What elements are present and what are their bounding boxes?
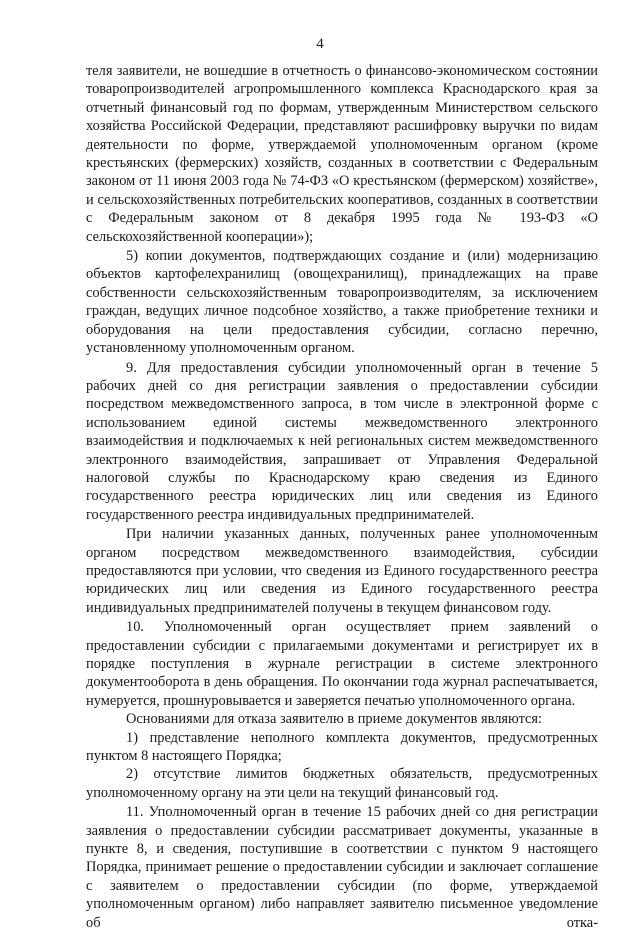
paragraph-item-5: 5) копии документов, подтверждающих создание и (или) модернизацию объектов картофелехранилищ (овощехранилищ), принадлежащих на праве собственности сельскохозяйственным товаропроизводителям, за исключением граждан, ведущих личное подсобное хозяйство, а также приобретение техники и оборудования на цели предоставления субсидии, согласно перечню, установленному уполномоченным органом. [86, 248, 598, 357]
paragraph-clause-9: 9. Для предоставления субсидии уполномоченный орган в течение 5 рабочих дней со дня регистрации заявления о предоставлении субсидии посредством межведомственного запроса, в том числе в электронной форме с использованием единой системы межведомственного электронного взаимодействия и подключаемых к ней региональных систем межведомственного электронного взаимодействия, запрашивает от Управления Федеральной налоговой службы по Краснодарскому краю сведения из Единого государственного реестра юридических лиц или сведения из Единого государственного реестра индивидуальных предпринимателей. [86, 359, 598, 523]
paragraph-clause-11: 11. Уполномоченный орган в течение 15 рабочих дней со дня регистрации заявления о предоставлении субсидии рассматривает документы, указанные в пункте 8, и сведения, поступившие в соответствии с пунктом 9 настоящего Порядка, принимает решение о предоставлении субсидии и заключает соглашение с заявителем о предоставлении субсидии (по форме, утверждаемой уполномоченным органом) либо направляет заявителю письменное уведомление об отка- [86, 804, 598, 931]
paragraph-refusal-1: 1) представление неполного комплекта документов, предусмотренных пунктом 8 настоящего Порядка; [86, 729, 598, 765]
paragraph-continuation: теля заявители, не вошедшие в отчетность о финансово-экономическом состоянии товаропроизводителей агропромышленного комплекса Краснодарского края за отчетный финансовый год по формам, утвержденным Министерством сельского хозяйства Российской Федерации, представляют расшифровку выручки по видам деятельности по форме, утверждаемой уполномоченным органом (кроме крестьянских (фермерских) хозяйств, созданных в соответствии с Федеральным законом от 11 июня 2003 года № 74-ФЗ «О крестьянском (фермерском) хозяйстве», и сельскохозяйственных потребительских кооперативов, созданных в соответствии с Федеральным законом от 8 декабря 1995 года № 193-ФЗ «О сельскохозяйственной кооперации»); [86, 63, 598, 245]
paragraph-refusal-2: 2) отсутствие лимитов бюджетных обязательств, предусмотренных уполномоченному органу на эти цели на текущий финансовый год. [86, 766, 598, 801]
document-body [86, 62, 598, 932]
paragraph-clause-9-condition: При наличии указанных данных, полученных ранее уполномоченным органом посредством межведомственного взаимодействия, субсидии предоставляются при условии, что сведения из Единого государственного реестра юридических лиц или сведения из Единого государственного реестра индивидуальных предпринимателей получены в текущем финансовом году. [86, 526, 598, 616]
paragraph-clause-10: 10. Уполномоченный орган осуществляет прием заявлений о предоставлении субсидии с прилагаемыми документами и регистрирует их в порядке поступления в журнале регистрации в системе электронного документооборота в день обращения. По окончании года журнал распечатывается, нумеруется, прошнуровывается и заверяется печатью уполномоченного органа. [86, 619, 598, 709]
paragraph-refusal-grounds: Основаниями для отказа заявителю в приеме документов являются: [126, 711, 543, 728]
page-number: 4 [316, 36, 324, 52]
